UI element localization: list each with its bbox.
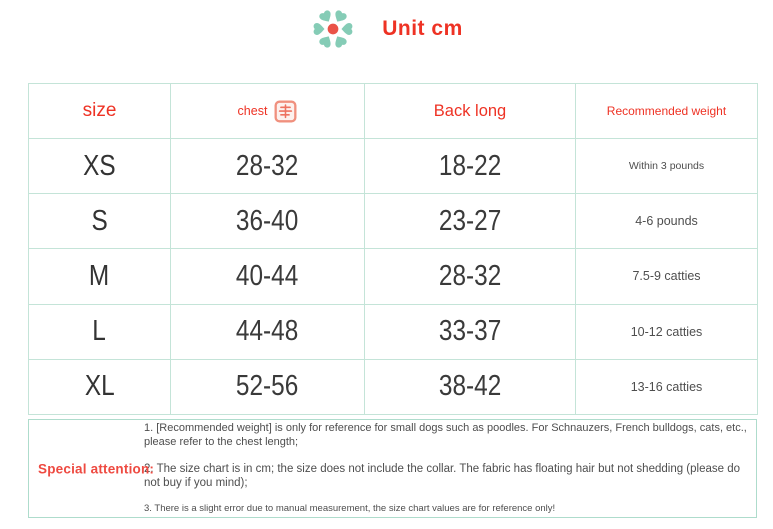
back-long-cell: 33-37 [365, 304, 576, 359]
size-cell: L [29, 304, 171, 359]
column-header-back-long: Back long [365, 84, 576, 139]
notes-list [144, 422, 748, 514]
chest-cell: 40-44 [171, 249, 365, 304]
size-cell: XL [29, 359, 171, 414]
weight-cell: 10-12 catties [576, 304, 758, 359]
table-row-s [29, 194, 758, 249]
table-row-l [29, 304, 758, 359]
note-item: 2. The size chart is in cm; the size does not include the collar. The fabric has floating hair but not shedding (please do not buy if you mind); [144, 462, 741, 490]
back-long-cell: 38-42 [365, 359, 576, 414]
table-row-m [29, 249, 758, 304]
back-long-cell: 18-22 [365, 139, 576, 194]
size-cell: M [29, 249, 171, 304]
table-header-row [29, 84, 758, 139]
chest-cell: 44-48 [171, 304, 365, 359]
special-attention-label: Special attention: [38, 461, 155, 476]
back-long-cell: 28-32 [365, 249, 576, 304]
weight-cell: Within 3 pounds [576, 139, 758, 194]
weight-cell: 4-6 pounds [576, 194, 758, 249]
weight-cell: 7.5-9 catties [576, 249, 758, 304]
note-item: 3. There is a slight error due to manual measurement, the size chart values are for reference only! [144, 502, 556, 514]
back-long-cell: 23-27 [365, 194, 576, 249]
size-cell: S [29, 194, 171, 249]
weight-cell: 13-16 catties [576, 359, 758, 414]
chest-cell: 28-32 [171, 139, 365, 194]
flower-icon [310, 6, 356, 52]
unit-label: Unit cm [382, 17, 463, 40]
chest-cell: 36-40 [171, 194, 365, 249]
page-header [0, 6, 773, 52]
size-cell: XS [29, 139, 171, 194]
column-header-chest [171, 84, 365, 139]
table-row-xl [29, 359, 758, 414]
chest-girth-seal-icon [274, 100, 297, 123]
table-row-xs [29, 139, 758, 194]
column-header-chest-label: chest [237, 104, 268, 118]
column-header-size: size [29, 84, 171, 139]
chest-cell: 52-56 [171, 359, 365, 414]
special-attention-box [28, 419, 757, 518]
size-chart-table [28, 83, 758, 415]
note-item: 1. [Recommended weight] is only for reference for small dogs such as poodles. For Schnauzers, French bulldogs, cats, etc., please refer to the chest length; [144, 422, 747, 449]
column-header-recommended-weight: Recommended weight [576, 84, 758, 139]
